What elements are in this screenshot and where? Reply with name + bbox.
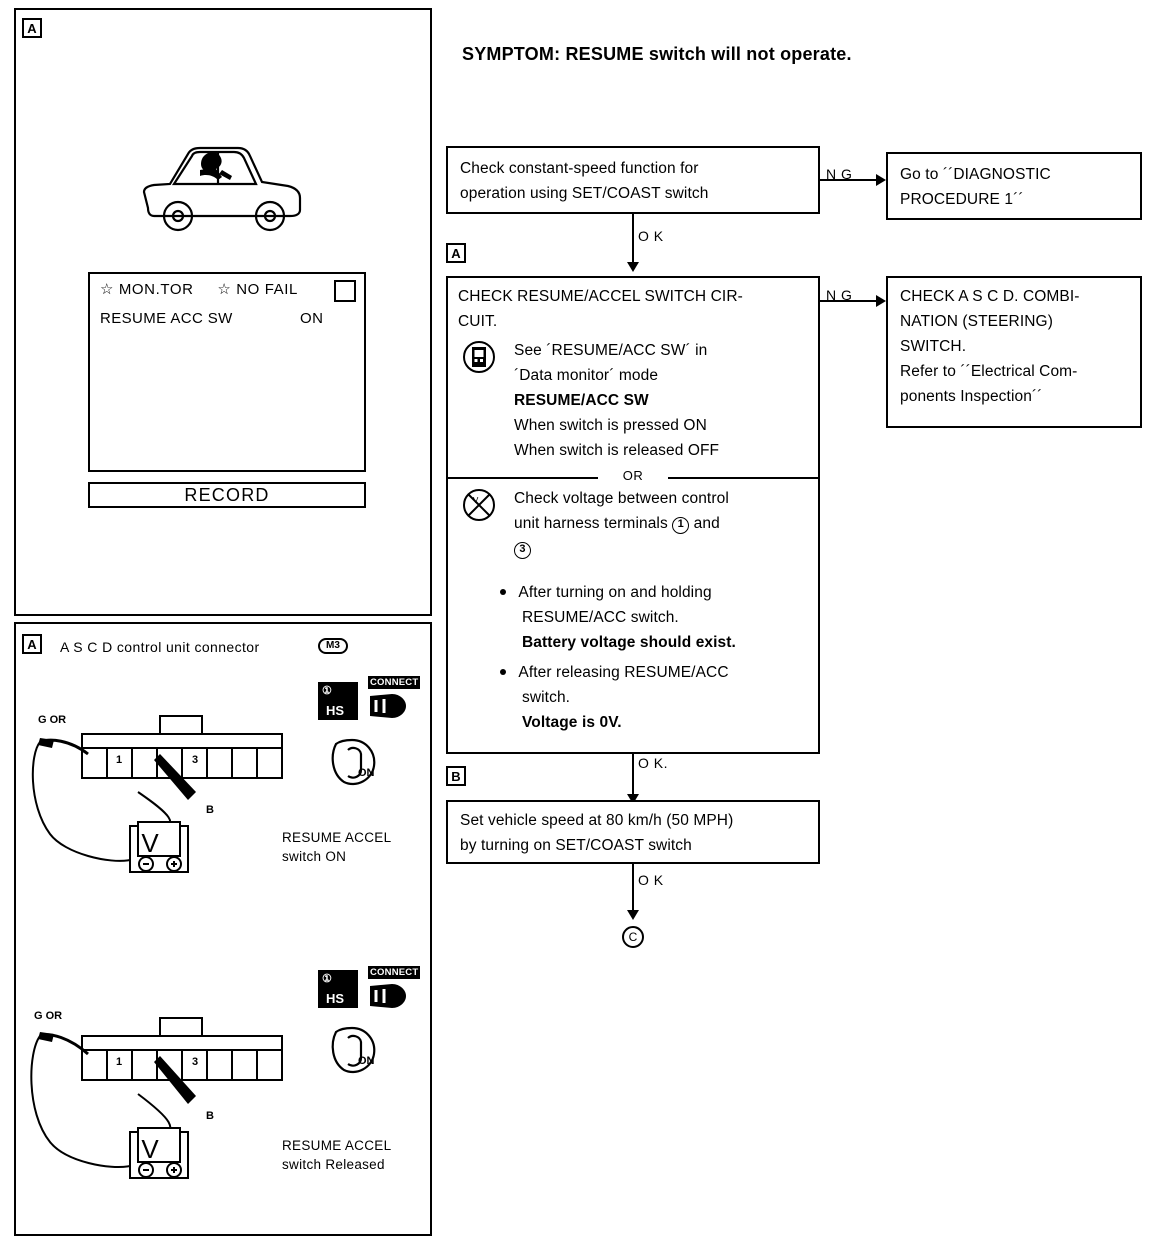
switch-on-hand-icon-2 <box>328 1024 380 1074</box>
bullet-icon-2 <box>500 669 506 675</box>
connector-diagram-switch-released <box>20 966 420 1216</box>
switch-on-hand-icon-1 <box>328 736 380 786</box>
edge-label-ng-1: N G <box>826 166 853 182</box>
terminal-number-1: 1 <box>672 517 689 534</box>
flow-step-2-sub2-line-1: Check voltage between control <box>514 490 729 507</box>
flow-step-2-ng-line-2: NATION (STEERING) <box>900 313 1053 330</box>
flow-step-2-ng-line-4: Refer to ´´Electrical Com- <box>900 363 1078 380</box>
flow-step-2-sub1-line-4: When switch is released OFF <box>514 442 720 459</box>
flow-step-2-bullet-2-bold: Voltage is 0V. <box>522 714 622 731</box>
pin-label-1-diagram2: 1 <box>116 1056 123 1068</box>
monitor-item-value: ON <box>300 310 324 327</box>
flow-step-1-ng-box <box>886 152 1142 220</box>
edge-label-ng-2: N G <box>826 287 853 303</box>
hs-badge-icon-1: ① HS <box>318 682 358 720</box>
data-monitor-icon <box>462 340 496 374</box>
flow-step-2-ng-line-5: ponents Inspection´´ <box>900 388 1043 405</box>
flow-step-2-sub2-line-3 <box>514 536 814 561</box>
pin-label-3-diagram1: 3 <box>192 754 199 766</box>
flow-step-2-ng-line-3: SWITCH. <box>900 338 967 355</box>
bullet-icon-1 <box>500 589 506 595</box>
monitor-item-label: RESUME ACC SW <box>100 310 233 327</box>
flow-step-1-line-1: Check constant-speed function for <box>460 160 699 177</box>
flow-step-1-line-2: operation using SET/COAST switch <box>460 185 709 202</box>
no-voltage-check-icon <box>462 488 496 522</box>
panel-tag-a-top: A <box>22 18 42 38</box>
flow-step-1-ng-line-1: Go to ´´DIAGNOSTIC <box>900 166 1051 183</box>
edge-label-ok-2: O K. <box>638 755 669 771</box>
flow-step-2-heading-1: CHECK RESUME/ACCEL SWITCH CIR- <box>458 288 743 305</box>
wire-label-b-2: B <box>206 1110 214 1122</box>
pin-label-3-diagram2: 3 <box>192 1056 199 1068</box>
connector-diagram-switch-on <box>20 664 420 904</box>
connector-id-badge: M3 <box>318 638 348 654</box>
car-with-driver-illustration <box>130 130 310 240</box>
page-title: SYMPTOM: RESUME switch will not operate. <box>462 44 852 64</box>
flow-arrowhead-ng-1 <box>876 174 886 186</box>
monitor-status-row <box>100 280 298 298</box>
flow-end-node-c: C <box>622 926 644 948</box>
flow-step-2-sub1-line-2: ´Data monitor´ mode <box>514 367 659 384</box>
connector-plug-icon-1 <box>366 690 408 722</box>
pin-label-1-diagram1: 1 <box>116 754 123 766</box>
flow-step-1-ng-line-2: PROCEDURE 1´´ <box>900 191 1024 208</box>
wire-label-g-or-2: G OR <box>34 1010 63 1022</box>
flow-step-3-line-1: Set vehicle speed at 80 km/h (50 MPH) <box>460 812 734 829</box>
flow-arrowhead-ok-3 <box>627 910 639 920</box>
flow-step-2-ng-box <box>886 276 1142 428</box>
flow-step-2-bullet-1-line-1: After turning on and holding <box>500 580 810 605</box>
flow-step-3-tag: B <box>446 766 466 786</box>
flow-edge-ok-1 <box>632 214 634 268</box>
flow-step-3-line-2: by turning on SET/COAST switch <box>460 837 692 854</box>
flow-step-2-sub1-line-1: See ´RESUME/ACC SW´ in <box>514 342 708 359</box>
flow-step-3-box <box>446 800 820 864</box>
svg-text:ON: ON <box>358 1055 375 1067</box>
connect-label-2: CONNECT <box>370 967 419 978</box>
connector-panel-heading: A S C D control unit connector <box>60 639 260 655</box>
flow-arrowhead-ok-1 <box>627 262 639 272</box>
svg-text:ON: ON <box>358 767 375 779</box>
monitor-data-row <box>100 310 324 327</box>
svg-text:V: V <box>473 496 479 505</box>
edge-label-ok-1: O K <box>638 228 664 244</box>
consult-monitor-screen <box>88 272 366 472</box>
monitor-nofail-label: ☆ NO FAIL <box>217 281 298 298</box>
monitor-indicator-box <box>334 280 356 302</box>
edge-label-ok-3: O K <box>638 872 664 888</box>
flow-step-2-bullet-1-line-2: RESUME/ACC switch. <box>522 609 679 626</box>
flow-step-2-tag: A <box>446 243 466 263</box>
monitor-label: ☆ MON.TOR <box>100 281 194 298</box>
panel-tag-a-bottom: A <box>22 634 42 654</box>
hs-badge-icon-2: ① HS <box>318 970 358 1008</box>
connector-plug-icon-2 <box>366 980 408 1012</box>
flow-step-2-sub1-bold: RESUME/ACC SW <box>514 392 649 409</box>
connector-wiring-sketch-2 <box>20 966 420 1216</box>
flow-step-2-bullet-2-line-1: After releasing RESUME/ACC <box>500 660 810 685</box>
record-button[interactable]: RECORD <box>88 482 366 508</box>
terminal-number-3: 3 <box>514 542 531 559</box>
caption-switch-on: RESUME ACCEL switch ON <box>282 830 392 864</box>
svg-text:V: V <box>141 828 159 858</box>
wire-label-g-or-1: G OR <box>38 714 67 726</box>
flow-arrowhead-ng-2 <box>876 295 886 307</box>
flow-step-2-sub2-line-2: unit harness terminals 1 and <box>514 515 720 532</box>
flow-step-2-bullet-1-bold: Battery voltage should exist. <box>522 634 736 651</box>
flow-step-2-or-separator: OR <box>448 468 818 483</box>
flow-step-2-heading-2: CUIT. <box>458 313 498 330</box>
flow-step-2-box <box>446 276 820 754</box>
caption-switch-released: RESUME ACCEL switch Released <box>282 1138 392 1172</box>
svg-text:V: V <box>141 1134 159 1164</box>
wire-label-b-1: B <box>206 804 214 816</box>
flow-step-2-sub1-line-3: When switch is pressed ON <box>514 417 707 434</box>
flow-step-2-ng-line-1: CHECK A S C D. COMBI- <box>900 288 1080 305</box>
flow-step-2-bullet-2-line-2: switch. <box>522 689 571 706</box>
connect-label-1: CONNECT <box>370 677 419 688</box>
flow-step-1-box <box>446 146 820 214</box>
flow-edge-ok-3 <box>632 864 634 916</box>
